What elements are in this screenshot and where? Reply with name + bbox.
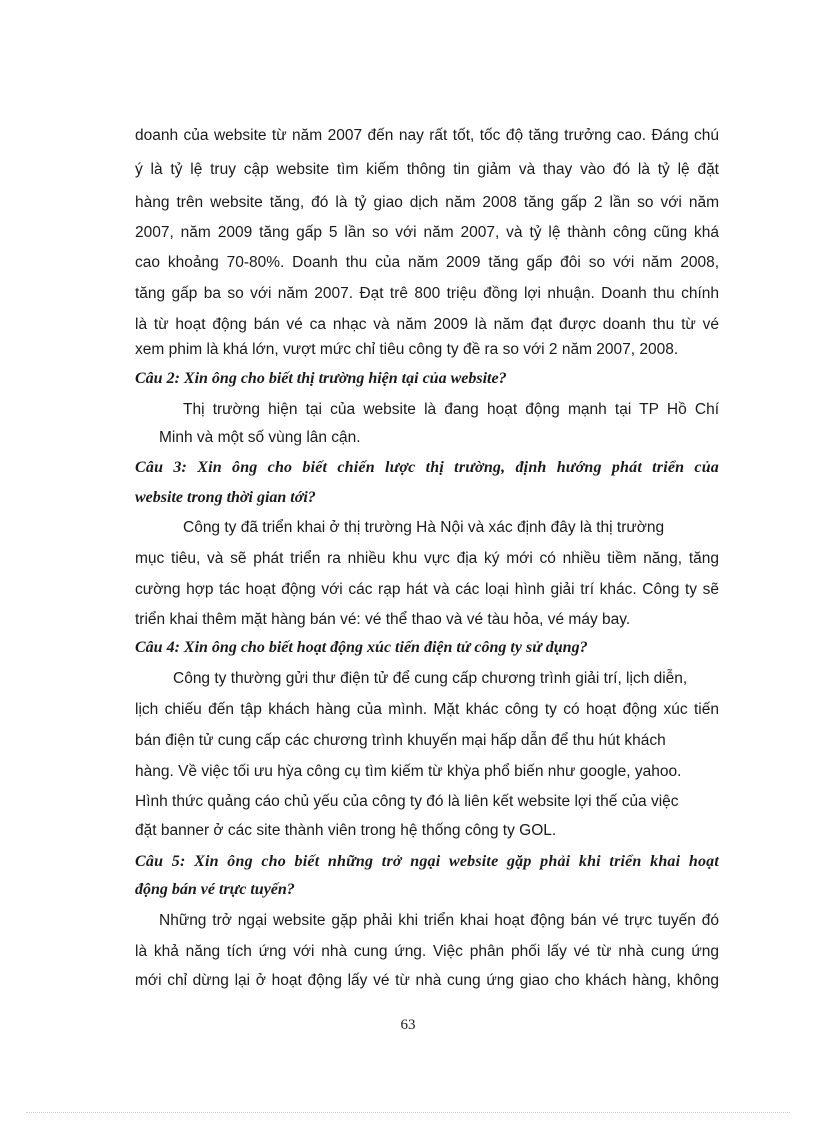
page-bottom-divider: [26, 1112, 790, 1113]
answer-line: mới chỉ dừng lại ở hoạt động lấy vé từ nhà cung ứng giao cho khách hàng, không: [135, 972, 719, 989]
answer-line: lịch chiếu đến tập khách hàng của mình. Mặt khác công ty có hoạt động xúc tiến: [135, 701, 719, 718]
answer-line: là khả năng tích ứng với nhà cung ứng. Việc phân phối lấy vé từ nhà cung ứng: [135, 943, 719, 960]
answer-line: đặt banner ở các site thành viên trong hệ thống công ty GOL.: [135, 822, 557, 839]
paragraph-line: 2007, năm 2009 tăng gấp 5 lần so với năm 2007, và tỷ lệ thành công cũng khá: [135, 224, 719, 241]
answer-line: Minh và một số vùng lân cận.: [159, 429, 361, 446]
paragraph-line: ý là tỷ lệ truy cập website tìm kiếm thông tin giảm và thay vào đó là tỷ lệ đặt: [135, 161, 719, 178]
paragraph-line: là từ hoạt động bán vé ca nhạc và năm 2009 là năm đạt được doanh thu từ vé: [135, 316, 719, 333]
paragraph-line: doanh của website từ năm 2007 đến nay rất tốt, tốc độ tăng trưởng cao. Đáng chú: [135, 127, 719, 144]
paragraph-line: xem phim là khá lớn, vượt mức chỉ tiêu công ty đề ra so với 2 năm 2007, 2008.: [135, 341, 679, 358]
answer-line: Công ty thường gửi thư điện tử để cung cấp chương trình giải trí, lịch diễn,: [173, 670, 688, 687]
answer-line: cường hợp tác hoạt động với các rạp hát và các loại hình giải trí khác. Công ty sẽ: [135, 581, 719, 598]
answer-line: bán điện tử cung cấp các chương trình khuyến mại hấp dẫn để thu hút khách: [135, 732, 666, 749]
question-heading: Câu 3: Xin ông cho biết chiến lược thị trường, định hướng phát triển của: [135, 459, 719, 476]
question-heading: website trong thời gian tới?: [135, 489, 316, 506]
answer-line: hàng. Về việc tối ưu hỳa công cụ tìm kiếm từ khỳa phổ biến như google, yahoo.: [135, 763, 682, 780]
answer-line: Hình thức quảng cáo chủ yếu của công ty đó là liên kết website lợi thế của việc: [135, 793, 679, 810]
page-number: 63: [400, 1017, 416, 1033]
question-heading: Câu 4: Xin ông cho biết hoạt động xúc tiến điện tử công ty sử dụng?: [135, 639, 588, 656]
answer-line: mục tiêu, và sẽ phát triển ra nhiều khu vực địa ký mới có nhiều tiềm năng, tăng: [135, 550, 719, 567]
answer-line: Những trở ngại website gặp phải khi triển khai hoạt động bán vé trực tuyến đó: [159, 912, 719, 929]
paragraph-line: cao khoảng 70-80%. Doanh thu của năm 2009 tăng gấp đôi so với năm 2008,: [135, 254, 719, 271]
question-heading: Câu 2: Xin ông cho biết thị trường hiện tại của website?: [135, 370, 507, 387]
question-heading: Câu 5: Xin ông cho biết những trở ngại website gặp phải khi triển khai hoạt: [135, 853, 719, 870]
paragraph-line: tăng gấp ba so với năm 2007. Đạt trê 800 triệu đồng lợi nhuận. Doanh thu chính: [135, 285, 719, 302]
answer-line: triển khai thêm mặt hàng bán vé: vé thể thao và vé tàu hỏa, vé máy bay.: [135, 611, 631, 628]
question-heading: động bán vé trực tuyến?: [135, 881, 295, 898]
paragraph-line: hàng trên website tăng, đó là tỷ giao dịch năm 2008 tăng gấp 2 lần so với năm: [135, 194, 719, 211]
answer-line: Công ty đã triển khai ở thị trường Hà Nội và xác định đây là thị trường: [183, 519, 665, 536]
answer-line: Thị trường hiện tại của website là đang hoạt động mạnh tại TP Hồ Chí: [183, 401, 719, 418]
